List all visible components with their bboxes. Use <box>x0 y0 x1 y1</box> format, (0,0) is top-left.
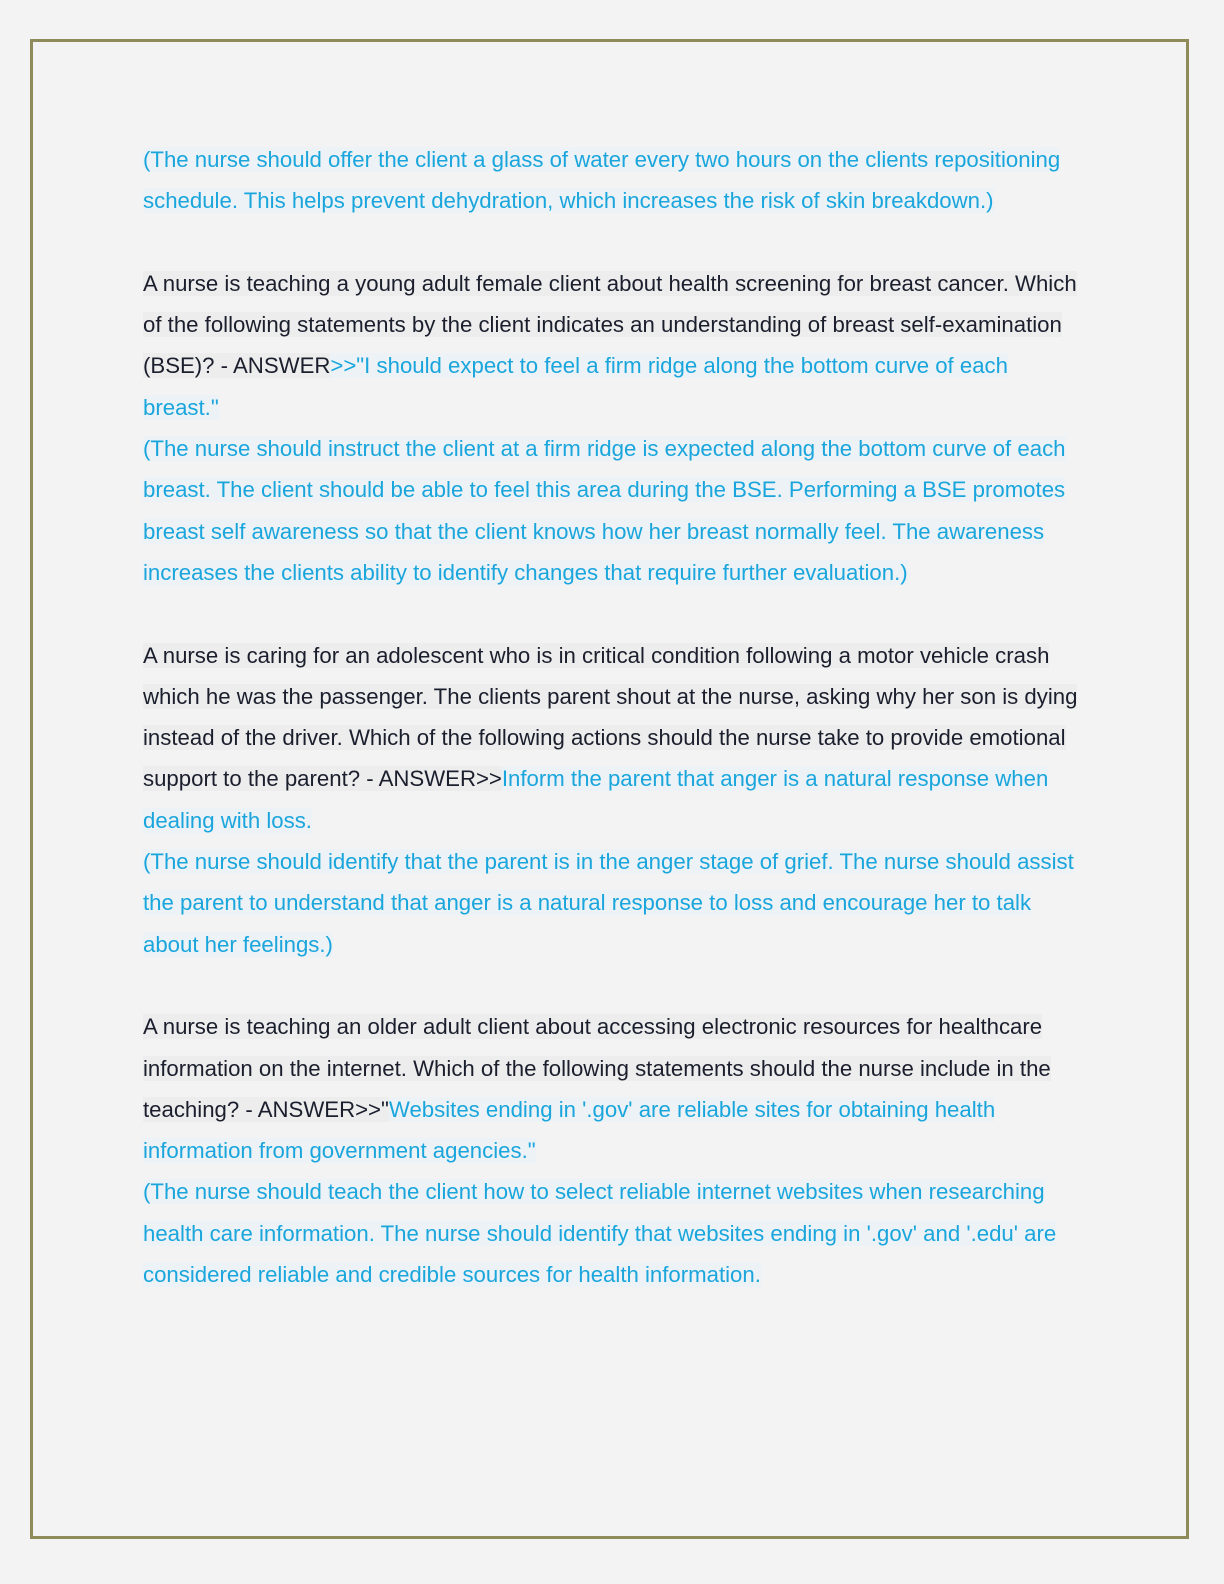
paragraph-gap <box>143 593 1083 634</box>
question-text: A nurse is teaching an older adult client about accessing electronic resources for healthcare information on the internet. Which of the following statements should the nurse include in the teaching? - ANSWER>>" <box>143 1014 1051 1122</box>
question-item-1 <box>143 263 1083 428</box>
paragraph-gap <box>143 222 1083 263</box>
rationale-item-2 <box>143 841 1083 965</box>
question-item-2 <box>143 635 1083 841</box>
rationale-text: (The nurse should identify that the parent is in the anger stage of grief. The nurse should assist the parent to understand that anger is a natural response to loss and encourage her to talk about her feelings.) <box>143 849 1074 957</box>
paragraph-gap <box>143 965 1083 1006</box>
rationale-item-1 <box>143 428 1083 593</box>
question-item-3 <box>143 1006 1083 1171</box>
rationale-text: (The nurse should offer the client a glass of water every two hours on the clients repositioning schedule. This helps prevent dehydration, which increases the risk of skin breakdown.) <box>143 147 1061 214</box>
intro-rationale <box>143 139 1083 222</box>
document-content <box>143 139 1083 1295</box>
rationale-text: (The nurse should instruct the client at a firm ridge is expected along the bottom curve of each breast. The client should be able to feel this area during the BSE. Performing a BSE promotes breast self awareness so that the client knows how her breast normally feel. The awareness increases the clients ability to identify changes that require further evaluation.) <box>143 436 1066 585</box>
rationale-item-3 <box>143 1171 1083 1295</box>
rationale-text: (The nurse should teach the client how to select reliable internet websites when researching health care information. The nurse should identify that websites ending in '.gov' and '.edu' are considered reliable and credible sources for health information. <box>143 1179 1057 1288</box>
answer-text: Inform the parent that anger is a natural response when dealing with loss. <box>143 766 1049 833</box>
question-text: A nurse is caring for an adolescent who is in critical condition following a motor vehicle crash which he was the passenger. The clients parent shout at the nurse, asking why her son is dying instead of the driver. Which of the following actions should the nurse take to provide emotional support to the parent? - ANSWER>> <box>143 642 1078 792</box>
question-text: A nurse is teaching a young adult female client about health screening for breast cancer. Which of the following statements by the client indicates an understanding of breast self-examination (BSE)? - ANSWER <box>143 270 1077 379</box>
answer-text: >>"I should expect to feel a firm ridge along the bottom curve of each breast." <box>143 353 1008 420</box>
answer-text: Websites ending in '.gov' are reliable sites for obtaining health information from government agencies." <box>143 1096 996 1164</box>
